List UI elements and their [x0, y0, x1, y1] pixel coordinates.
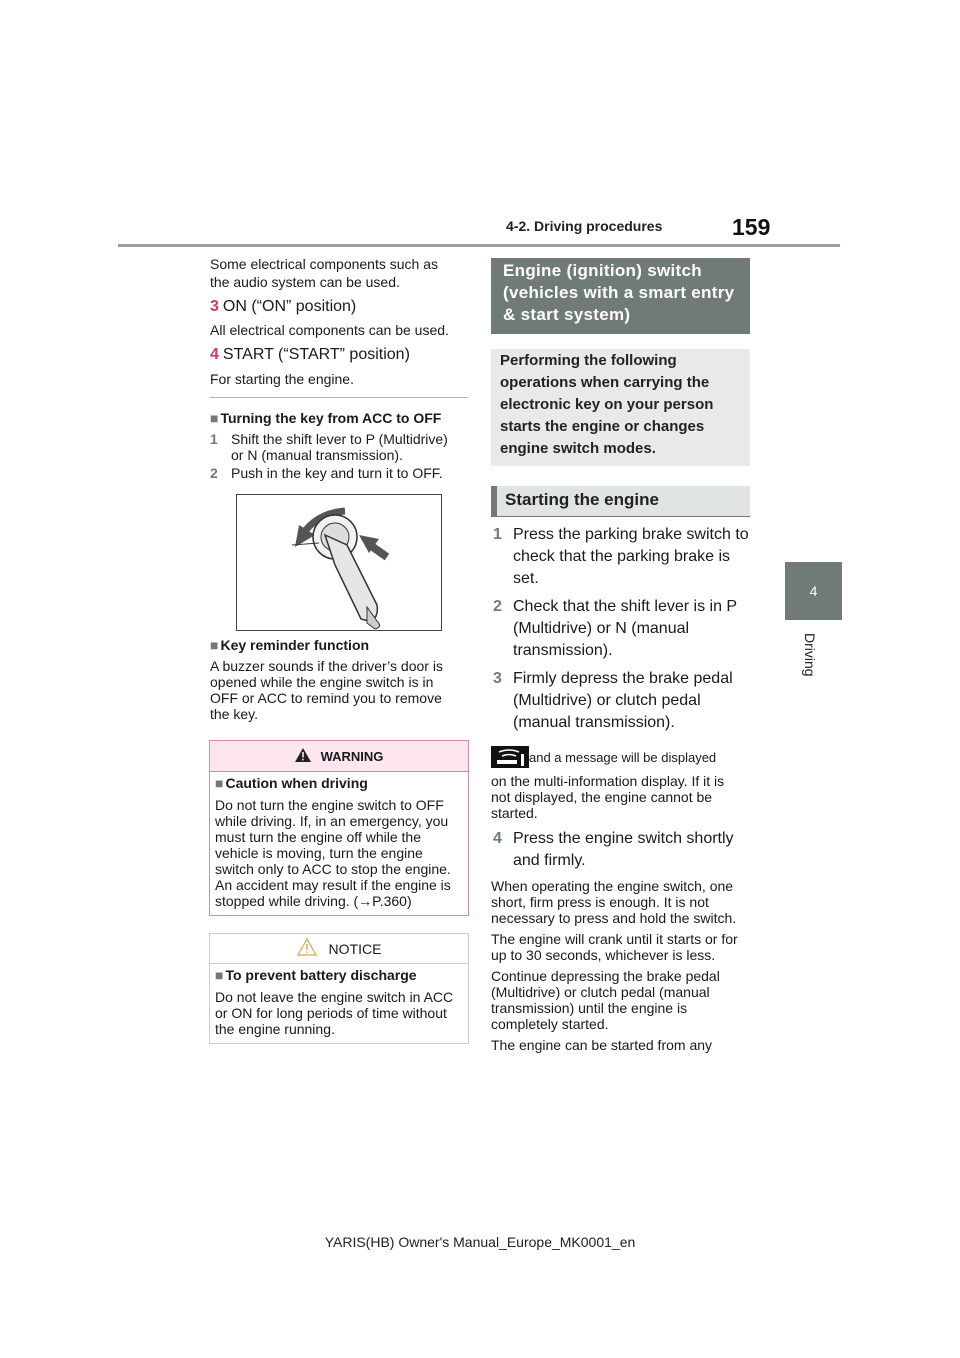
square-bullet-icon: ■: [210, 410, 219, 426]
turning-heading: [210, 410, 470, 426]
warning-label: WARNING: [320, 748, 384, 764]
step-title: START (“START” position): [222, 346, 410, 363]
key-illustration: [236, 494, 442, 631]
list-item: [491, 668, 750, 734]
note-paragraph: The engine can be started from any: [491, 1037, 713, 1053]
key-reminder-heading-text: Key reminder function: [220, 637, 370, 653]
item-text: Firmly depress the brake pedal (Multidrive) or clutch pedal (manual transmission).: [513, 670, 733, 731]
warning-heading: [215, 775, 465, 791]
section-header: 4-2. Driving procedures: [506, 218, 663, 234]
warning-text: Do not turn the engine switch to OFF while driving. If, in an emergency, you must turn the engine off while the vehicle is moving, turn the engine switch only to ACC to stop the engine. An accident may result if the engine is stopped while driving. (→P.360): [215, 797, 451, 909]
item-number: 2: [210, 465, 218, 481]
list-item: [210, 465, 462, 481]
item-text: Press the engine switch shortly and firmly.: [513, 830, 734, 869]
item-number: 4: [493, 830, 502, 847]
step-number: 4: [210, 346, 219, 363]
indicator-desc: on the multi-information display. If it is not displayed, the engine cannot be started.: [491, 773, 725, 821]
step-3-desc: All electrical components can be used.: [210, 322, 449, 338]
step-4-desc: For starting the engine.: [210, 371, 354, 387]
notice-text: Do not leave the engine switch in ACC or ON for long periods of time without the engine running.: [215, 989, 454, 1037]
list-item: [491, 596, 750, 662]
indicator-line: [491, 746, 753, 768]
item-text: Press the parking brake switch to check that the parking brake is set.: [513, 526, 749, 587]
chapter-label: Driving: [802, 633, 818, 677]
indicator-text: and a message will be displayed: [529, 749, 717, 765]
header-rule: [118, 244, 840, 247]
notice-heading: [215, 967, 465, 983]
chapter-tab: 4: [785, 562, 842, 620]
step-3: [210, 296, 470, 317]
turning-steps: [210, 431, 462, 481]
item-text: Push in the key and turn it to OFF.: [231, 465, 443, 481]
square-bullet-icon: ■: [215, 967, 224, 983]
intro-paragraph: Performing the following operations when carrying the electronic key on your person starts the engine or changes engine switch modes.: [491, 349, 750, 466]
note-paragraph: When operating the engine switch, one short, firm press is enough. It is not necessary to press and hold the switch.: [491, 878, 737, 926]
note-paragraph: The engine will crank until it starts or for up to 30 seconds, whichever is less.: [491, 931, 738, 963]
footer-text: YARIS(HB) Owner's Manual_Europe_MK0001_en: [324, 1234, 636, 1250]
turning-heading-text: Turning the key from ACC to OFF: [220, 410, 442, 426]
key-reminder-text: A buzzer sounds if the driver’s door is opened while the engine switch is in OFF or ACC to remind you to remove the key.: [210, 658, 443, 722]
divider: [210, 397, 468, 398]
step-title: ON (“ON” position): [222, 298, 357, 315]
warning-header: [210, 741, 468, 772]
notice-header: [210, 934, 468, 964]
key-turn-icon: [237, 495, 441, 630]
step-4-right: [491, 828, 750, 872]
notice-box: [209, 933, 469, 1044]
section-title: Engine (ignition) switch (vehicles with a smart entry & start system): [491, 258, 750, 334]
warning-heading-text: Caution when driving: [225, 775, 368, 791]
page-number: 159: [732, 214, 771, 240]
key-reminder-heading: [210, 637, 470, 653]
item-number: 3: [493, 670, 502, 687]
notice-heading-text: To prevent battery discharge: [225, 967, 417, 983]
notice-label: NOTICE: [328, 940, 382, 957]
subsection-title: Starting the engine: [491, 486, 750, 517]
warning-box: [209, 740, 469, 916]
note-paragraph: Continue depressing the brake pedal (Multidrive) or clutch pedal (manual transmission) until the engine is completely started.: [491, 968, 720, 1032]
list-item: [491, 524, 750, 590]
step-4: [210, 344, 470, 365]
engine-notes: [491, 878, 749, 1053]
item-text: Check that the shift lever is in P (Multidrive) or N (manual transmission).: [513, 598, 737, 659]
list-item: [210, 431, 462, 463]
start-steps: [491, 524, 750, 734]
item-number: 1: [210, 431, 218, 447]
item-number: 1: [493, 526, 502, 543]
square-bullet-icon: ■: [210, 637, 219, 653]
notice-triangle-icon: [297, 938, 317, 959]
square-bullet-icon: ■: [215, 775, 224, 791]
item-text: Shift the shift lever to P (Multidrive) or N (manual transmission).: [231, 431, 448, 463]
item-number: 2: [493, 598, 502, 615]
smart-key-indicator-icon: [491, 746, 529, 768]
step-number: 3: [210, 298, 219, 315]
intro-text: Some electrical components such as the audio system can be used.: [210, 256, 438, 290]
warning-triangle-icon: [295, 748, 311, 765]
